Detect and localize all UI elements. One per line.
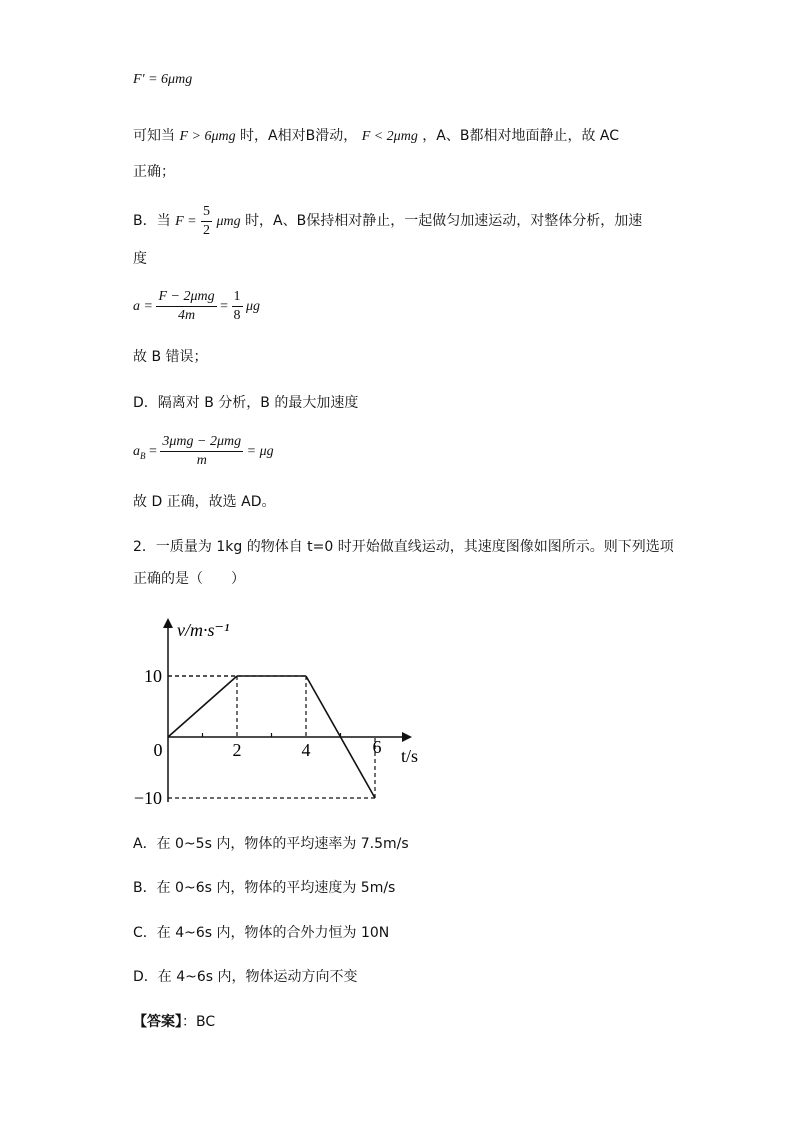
velocity-time-chart [125, 610, 435, 815]
a-lhs: a = [133, 299, 153, 314]
a-rhs: μg [246, 299, 261, 314]
a-frac2-num: 1 [232, 288, 243, 307]
b-prefix: B．当 [133, 213, 171, 229]
a-equals: = [220, 299, 228, 314]
ab-subscript: B [140, 450, 146, 461]
answer-label: 【答案】 [133, 1014, 182, 1030]
option-c-text: C．在 4~6s 内，物体的合外力恒为 10N [133, 925, 390, 941]
answer-line [133, 1012, 215, 1032]
conclusion-mid: 时，A相对B滑动， [240, 128, 358, 144]
formula-fprime [133, 70, 192, 90]
b-wrong-text: 故 B 错误； [133, 349, 208, 365]
b-fraction [201, 203, 212, 240]
b-analysis-line [133, 202, 642, 241]
conclusion-pre: 可知当 [133, 128, 175, 144]
a-frac2-den: 8 [233, 308, 241, 324]
question-text-1: 2．一质量为 1kg 的物体自 t=0 时开始做直线运动，其速度图像如图所示。则下列选项 [133, 539, 674, 555]
b-wrong-line [133, 347, 208, 367]
a-frac-num: F − 2μmg [156, 288, 216, 307]
correct-line [133, 162, 175, 182]
b-suffix2-line [133, 249, 147, 269]
question-line-2 [133, 569, 245, 589]
b-f-lhs: F = [175, 214, 197, 229]
a-fraction-1 [156, 288, 216, 325]
option-b-text: B．在 0~6s 内，物体的平均速度为 5m/s [133, 880, 396, 896]
ab-rhs: = μg [246, 444, 274, 459]
d-conclusion-text: 故 D 正确，故选 AD。 [133, 494, 276, 510]
ab-formula [133, 432, 274, 476]
x-tick-label: 2 [232, 740, 242, 760]
ab-fraction [160, 433, 243, 470]
y-tick-label: 10 [144, 666, 162, 686]
a-formula [133, 287, 260, 327]
ab-equals: = [149, 444, 157, 459]
conclusion-post: ，A、B都相对地面静止，故 AC [422, 128, 620, 144]
question-line-1 [133, 537, 674, 557]
option-b [133, 878, 395, 898]
b-suffix: 时，A、B保持相对静止，一起做匀加速运动，对整体分析，加速 [245, 213, 643, 229]
a-frac-den: 4m [177, 308, 196, 324]
d-intro-line [133, 393, 358, 413]
b-frac-num: 5 [201, 203, 212, 222]
b-frac-den: 2 [203, 222, 211, 238]
formula-fprime-text: F′ = 6μmg [133, 72, 193, 87]
a-fraction-2 [232, 288, 243, 325]
condition-1: F > 6μmg [179, 129, 236, 144]
x-tick-label: 6 [372, 737, 382, 757]
answer-value: ：BC [182, 1014, 216, 1030]
x-tick-label: 4 [301, 740, 311, 760]
y-axis-label: v/m·s⁻¹ [177, 620, 230, 640]
option-a-text: A．在 0~5s 内，物体的平均速率为 7.5m/s [133, 836, 409, 852]
conclusion-line [133, 126, 619, 147]
x-tick-label: 0 [153, 740, 163, 760]
y-tick-label: −10 [133, 788, 162, 808]
condition-2: F < 2μmg [361, 129, 418, 144]
ab-frac-num: 3μmg − 2μmg [160, 433, 243, 452]
ab-lhs: a [133, 444, 140, 459]
option-d [133, 967, 358, 987]
b-suffix2: 度 [133, 251, 147, 267]
question-text-2: 正确的是（ ） [133, 571, 245, 587]
series-segment [168, 676, 237, 737]
option-d-text: D．在 4~6s 内，物体运动方向不变 [133, 969, 358, 985]
option-c [133, 923, 389, 943]
b-f-rhs: μmg [216, 214, 241, 229]
d-intro-text: D．隔离对 B 分析，B 的最大加速度 [133, 395, 359, 411]
ab-frac-den: m [196, 453, 207, 469]
x-axis-label: t/s [401, 746, 419, 766]
correct-text: 正确； [133, 164, 175, 180]
d-conclusion-line [133, 492, 276, 512]
option-a [133, 834, 409, 854]
